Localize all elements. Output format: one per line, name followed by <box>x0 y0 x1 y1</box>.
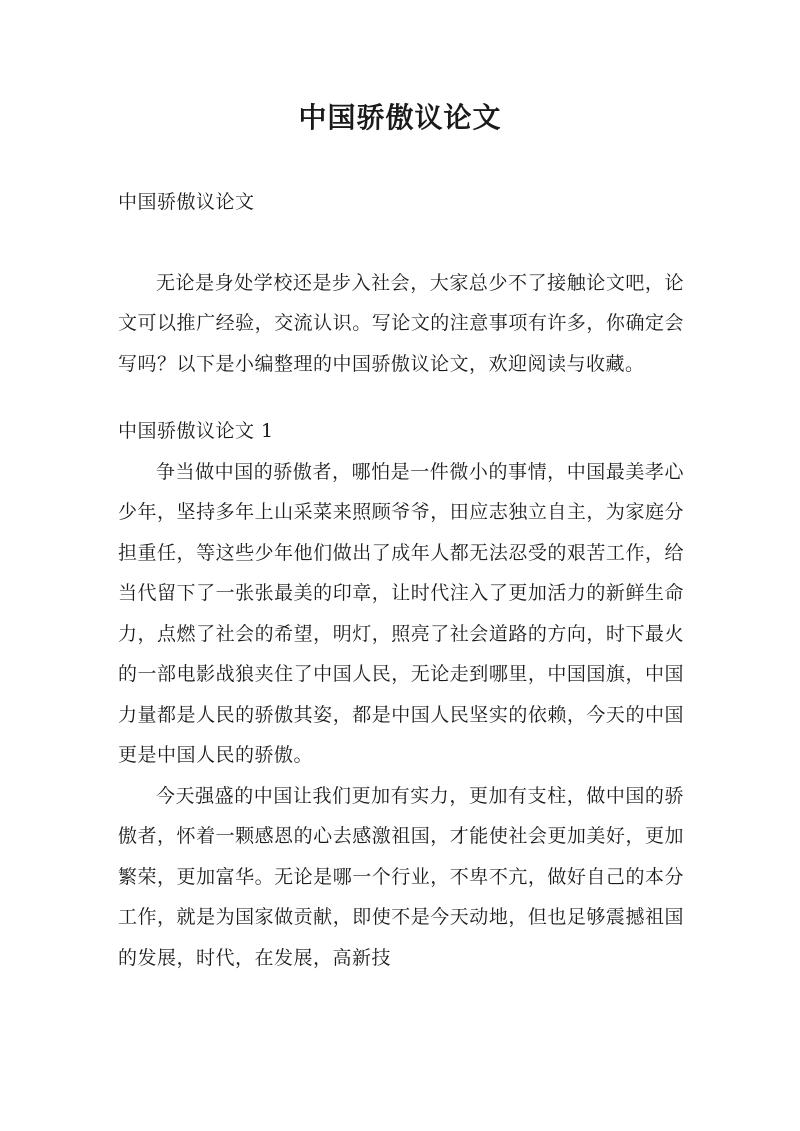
body-paragraph: 今天强盛的中国让我们更加有实力，更加有支柱，做中国的骄傲者，怀着一颗感恩的心去感激祖国，才能使社会更加美好，更加繁荣，更加富华。无论是哪一个行业，不卑不亢，做好自己的本分工作，就是为国家做贡献，即使不是今天动地，但也足够震撼祖国的发展，时代，在发展，高新技 <box>118 784 684 969</box>
spacer <box>118 223 684 263</box>
section-heading: 中国骄傲议论文 1 <box>118 420 274 442</box>
intro-paragraph: 无论是身处学校还是步入社会，大家总少不了接触论文吧，论文可以推广经验，交流认识。写论文的注意事项有许多，你确定会写吗？以下是小编整理的中国骄傲议论文，欢迎阅读与收藏。 <box>118 271 684 375</box>
body-paragraph: 争当做中国的骄傲者，哪怕是一件微小的事情，中国最美孝心少年，坚持多年上山采菜来照顾爷爷，田应志独立自主，为家庭分担重任，等这些少年他们做出了成年人都无法忍受的艰苦工作，给当代留下了一张张最美的印章，让时代注入了更加活力的新鲜生命力，点燃了社会的希望，明灯，照亮了社会道路的方向，时下最火的一部电影战狼夹住了中国人民，无论走到哪里，中国国旗，中国力量都是人民的骄傲其姿，都是中国人民坚实的依赖，今天的中国更是中国人民的骄傲。 <box>118 460 684 766</box>
document-body <box>118 182 684 978</box>
document-title: 中国骄傲议论文 <box>298 101 502 134</box>
document-subtitle: 中国骄傲议论文 <box>118 191 255 213</box>
spacer <box>118 384 684 411</box>
